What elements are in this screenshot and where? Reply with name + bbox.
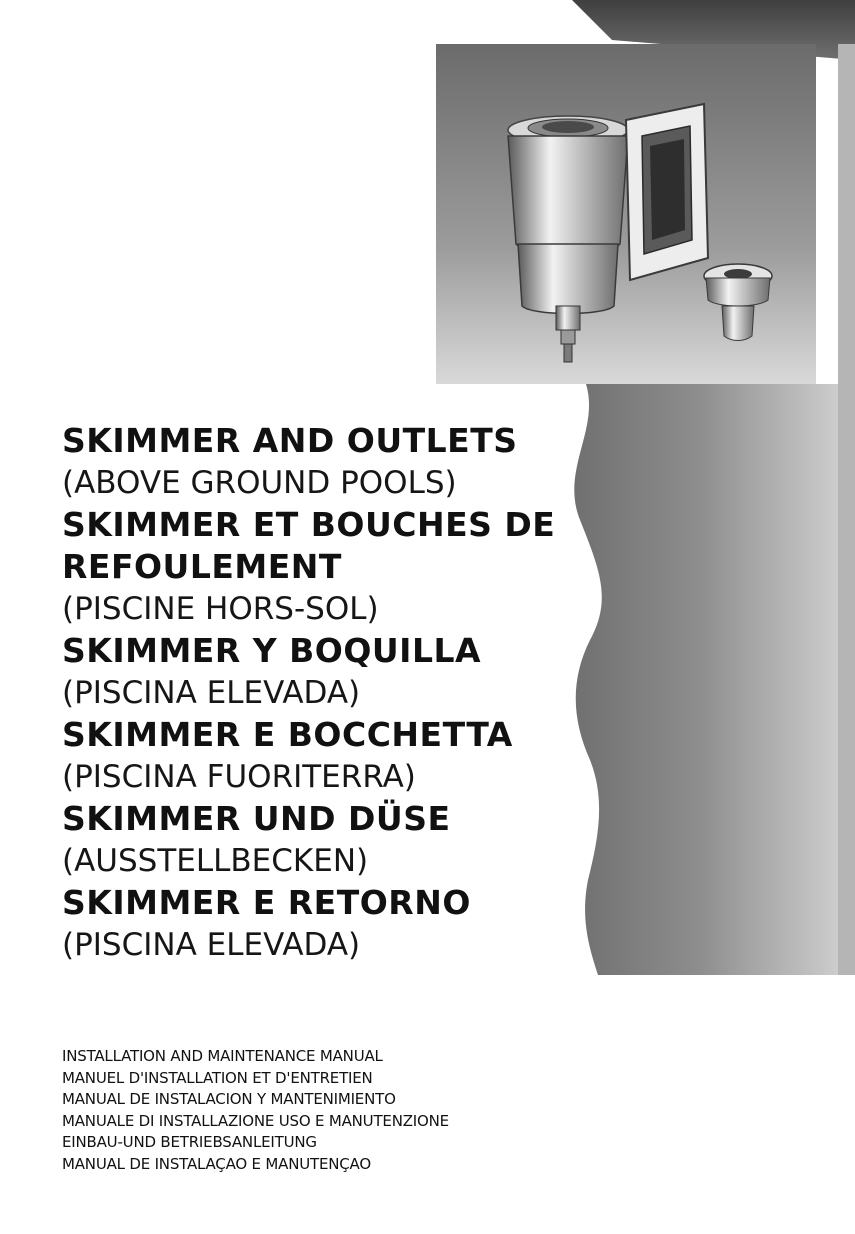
- title-subtitle-en: (ABOVE GROUND POOLS): [62, 465, 457, 501]
- manual-line-pt: MANUAL DE INSTALAÇAO E MANUTENÇAO: [62, 1154, 371, 1173]
- title-subtitle-fr: (PISCINE HORS-SOL): [62, 591, 379, 627]
- title-block-pt: [62, 882, 582, 966]
- title-subtitle-pt: (PISCINA ELEVADA): [62, 927, 361, 963]
- manual-line-es: MANUAL DE INSTALACION Y MANTENIMIENTO: [62, 1090, 396, 1108]
- title-heading-fr-line2: REFOULEMENT: [62, 547, 342, 586]
- manual-line-fr: MANUEL D'INSTALLATION ET D'ENTRETIEN: [62, 1068, 373, 1087]
- title-stack: [62, 420, 582, 966]
- photo-background: [436, 44, 816, 384]
- title-heading-it: SKIMMER E BOCCHETTA: [62, 715, 513, 754]
- title-block-en: [62, 420, 582, 504]
- title-subtitle-de: (AUSSTELLBECKEN): [62, 843, 369, 879]
- manual-title-list: [62, 1046, 622, 1175]
- title-block-it: [62, 714, 582, 798]
- title-heading-fr: SKIMMER ET BOUCHES DE: [62, 505, 556, 544]
- title-block-de: [62, 798, 582, 882]
- title-subtitle-es: (PISCINA ELEVADA): [62, 675, 361, 711]
- title-heading-es: SKIMMER Y BOQUILLA: [62, 631, 482, 670]
- manual-line-it: MANUALE DI INSTALLAZIONE USO E MANUTENZIONE: [62, 1111, 449, 1130]
- title-block-fr: [62, 504, 582, 630]
- band-right-edge: [838, 44, 855, 975]
- title-heading-en: SKIMMER AND OUTLETS: [62, 421, 518, 460]
- title-heading-pt: SKIMMER E RETORNO: [62, 883, 471, 922]
- manual-line-en: INSTALLATION AND MAINTENANCE MANUAL: [62, 1047, 383, 1065]
- band-shape: [574, 384, 855, 975]
- title-block-es: [62, 630, 582, 714]
- manual-line-de: EINBAU-UND BETRIEBSANLEITUNG: [62, 1133, 317, 1151]
- product-photo: [436, 44, 816, 384]
- title-heading-de: SKIMMER UND DÜSE: [62, 799, 451, 838]
- title-subtitle-it: (PISCINA FUORITERRA): [62, 759, 416, 795]
